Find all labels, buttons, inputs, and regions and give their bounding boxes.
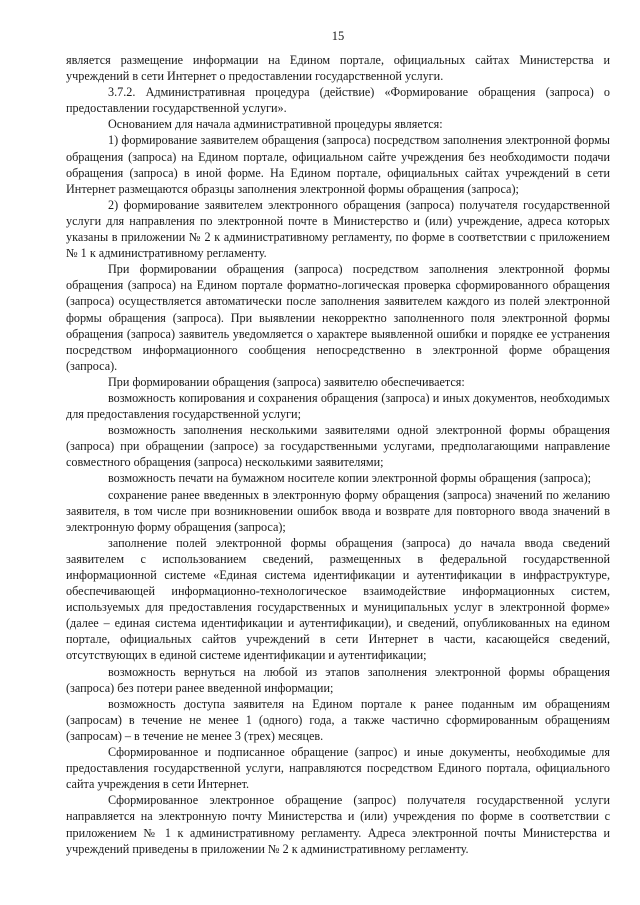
page-number: 15 bbox=[331, 29, 345, 43]
paragraph: При формировании обращения (запроса) посредством заполнения электронной формы обращения (запроса) на Едином портале форматно-логическая проверка сформированного обращения (запроса) осуществляется автоматически после заполнения заявителем каждого из полей электронной формы обращения (запроса). При выявлении некорректно заполненного поля электронной формы обращения (запроса) заявитель уведомляется о характере выявленной ошибки и порядке ее устранения посредством информационного сообщения непосредственно в электронной форме обращения (запроса). bbox=[66, 262, 610, 373]
paragraph: возможность печати на бумажном носителе копии электронной формы обращения (запроса); bbox=[108, 471, 592, 486]
paragraph: Сформированное и подписанное обращение (запрос) и иные документы, необходимые для предоставления государственной услуги, направляются посредством Единого портала, официального сайта учреждения в сети Интернет. bbox=[66, 745, 610, 792]
document-body bbox=[66, 52, 610, 857]
paragraph: 3.7.2. Административная процедура (действие) «Формирование обращения (запроса) о предоставлении государственной услуги». bbox=[66, 85, 610, 116]
paragraph: 2) формирование заявителем электронного обращения (запроса) получателя государственной услуги для направления по электронной почте в Министерство и (или) учреждение, адреса которых указаны в приложении № 2 к административному регламенту, по форме в соответствии с приложением № 1 к административному регламенту. bbox=[66, 197, 610, 261]
paragraph: При формировании обращения (запроса) заявителю обеспечивается: bbox=[108, 374, 465, 389]
paragraph: является размещение информации на Едином портале, официальных сайтах Министерства и учреждений в сети Интернет о предоставлении государственной услуги. bbox=[66, 53, 610, 84]
paragraph: сохранение ранее введенных в электронную форму обращения (запроса) значений по желанию заявителя, в том числе при возникновении ошибок ввода и возврате для повторного ввода значений в электронную форму обращения (запроса); bbox=[66, 487, 610, 534]
paragraph: возможность вернуться на любой из этапов заполнения электронной формы обращения (запроса) без потери ранее введенной информации; bbox=[66, 664, 610, 695]
paragraph: Основанием для начала административной процедуры является: bbox=[108, 117, 443, 132]
paragraph: заполнение полей электронной формы обращения (запроса) до начала ввода сведений заявителем с использованием сведений, размещенных в федеральной государственной информационной системе «Единая система идентификации и аутентификации в инфраструктуре, обеспечивающей информационно-технологическое взаимодействие информационных систем, используемых для предоставления государственных и муниципальных услуг в электронной форме» (далее – единая система идентификации и аутентификации), и сведений, опубликованных на едином портале, официальных сайтов учреждений в сети Интернет в части, касающейся сведений, отсутствующих в единой системе идентификации и аутентификации; bbox=[66, 535, 610, 663]
paragraph: 1) формирование заявителем обращения (запроса) посредством заполнения электронной формы обращения (запроса) на Едином портале, официальном сайте учреждения без необходимости подачи обращения (запроса) в иной форме. На Едином портале, официальных сайтах учреждений в сети Интернет размещаются образцы заполнения электронной формы обращения (запроса); bbox=[66, 133, 610, 196]
paragraph: Сформированное электронное обращение (запрос) получателя государственной услуги направляется на электронную почту Министерства и (или) учреждения по форме в соответствии с приложением № 1 к административному регламенту. Адреса электронной почты Министерства и учреждений приведены в приложении № 2 к административному регламенту. bbox=[66, 793, 610, 856]
paragraph: возможность доступа заявителя на Едином портале к ранее поданным им обращениям (запросам) в течение не менее 1 (одного) года, а также частично сформированным обращениям (запросам) – в течение не менее 3 (трех) месяцев. bbox=[66, 696, 610, 743]
paragraph: возможность копирования и сохранения обращения (запроса) и иных документов, необходимых для предоставления государственной услуги; bbox=[66, 390, 610, 422]
document-page bbox=[66, 28, 610, 857]
paragraph: возможность заполнения несколькими заявителями одной электронной формы обращения (запроса) при обращении (запросе) за государственными услугами, предполагающими направление совместного обращения (запроса) несколькими заявителями; bbox=[66, 423, 610, 470]
